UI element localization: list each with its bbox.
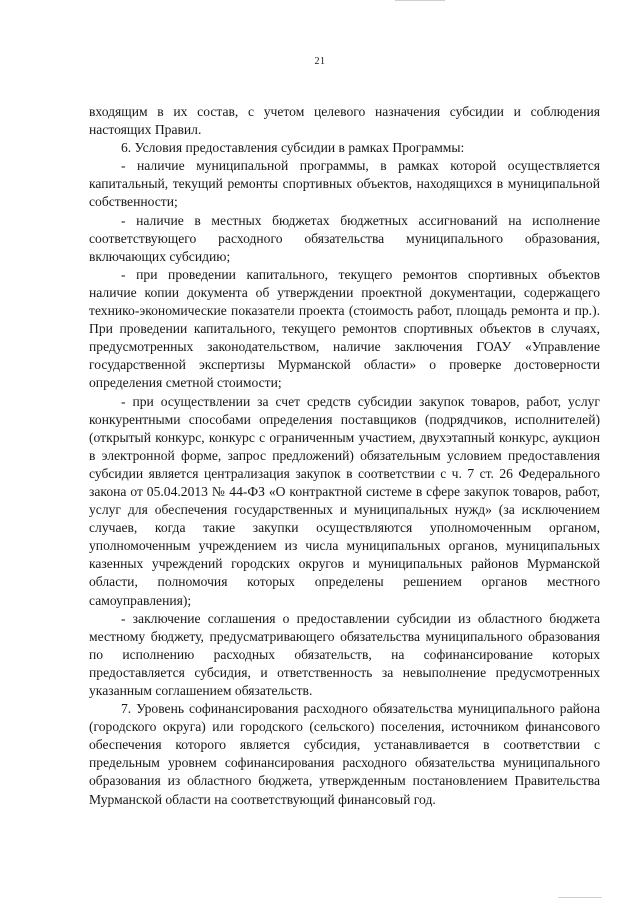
paragraph-8: 7. Уровень софинансирования расходного обязательства муниципального района (городского округа) или городского (сельского) поселения, источником финансового обеспечения которого является субсидия, устанавливается в соответствии с предельным уровнем софинансирования расходного обязательства муниципального образования из областного бюджета, утвержденным постановлением Правительства Мурманской области на соответствующий финансовый год. <box>89 701 600 807</box>
paragraph-1: входящим в их состав, с учетом целевого назначения субсидии и соблюдения настоящих Правил. <box>89 104 600 138</box>
scan-artifact-bottom <box>558 897 602 898</box>
document-body <box>89 103 600 809</box>
paragraph-3: - наличие муниципальной программы, в рамках которой осуществляется капитальный, текущий ремонты спортивных объектов, находящихся в муниципальной собственности; <box>89 158 600 210</box>
paragraph-4: - наличие в местных бюджетах бюджетных ассигнований на исполнение соответствующего расходного обязательства муниципального образования, включающих субсидию; <box>89 212 600 264</box>
paragraph-7: - заключение соглашения о предоставлении субсидии из областного бюджета местному бюджету, предусматривающего обязательства муниципального образования по исполнению расходных обязательств, на софинансирование которых предоставляется субсидия, и ответственность за невыполнение предусмотренных указанным соглашением обязательств. <box>89 610 600 698</box>
page-number: 21 <box>314 56 326 67</box>
paragraph-2: 6. Условия предоставления субсидии в рамках Программы: <box>121 140 465 156</box>
paragraph-5: - при проведении капитального, текущего ремонтов спортивных объектов наличие копии документа об утверждении проектной документации, содержащего технико-экономические показатели проекта (стоимость работ, площадь ремонта и пр.). При проведении капитального, текущего ремонтов спортивных объектов в случаях, предусмотренных законодательством, наличие заключения ГОАУ «Управление государственной экспертизы Мурманской области» о проверке достоверности определения сметной стоимости; <box>89 266 600 391</box>
scan-artifact-top <box>395 0 445 1</box>
paragraph-6: - при осуществлении за счет средств субсидии закупок товаров, работ, услуг конкурентными способами определения поставщиков (подрядчиков, исполнителей) (открытый конкурс, конкурс с ограниченным участием, двухэтапный конкурс, аукцион в электронной форме, запрос предложений) обязательным условием предоставления субсидии является централизация закупок в соответствии с ч. 7 ст. 26 Федерального закона от 05.04.2013 № 44-ФЗ «О контрактной системе в сфере закупок товаров, работ, услуг для обеспечения государственных и муниципальных нужд» (за исключением случаев, когда такие закупки осуществляются уполномоченным органом, уполномоченным учреждением из числа муниципальных органов, муниципальных казенных учреждений городских округов и муниципальных районов Мурманской области, полномочия которых определены решением органов местного самоуправления); <box>89 393 600 608</box>
